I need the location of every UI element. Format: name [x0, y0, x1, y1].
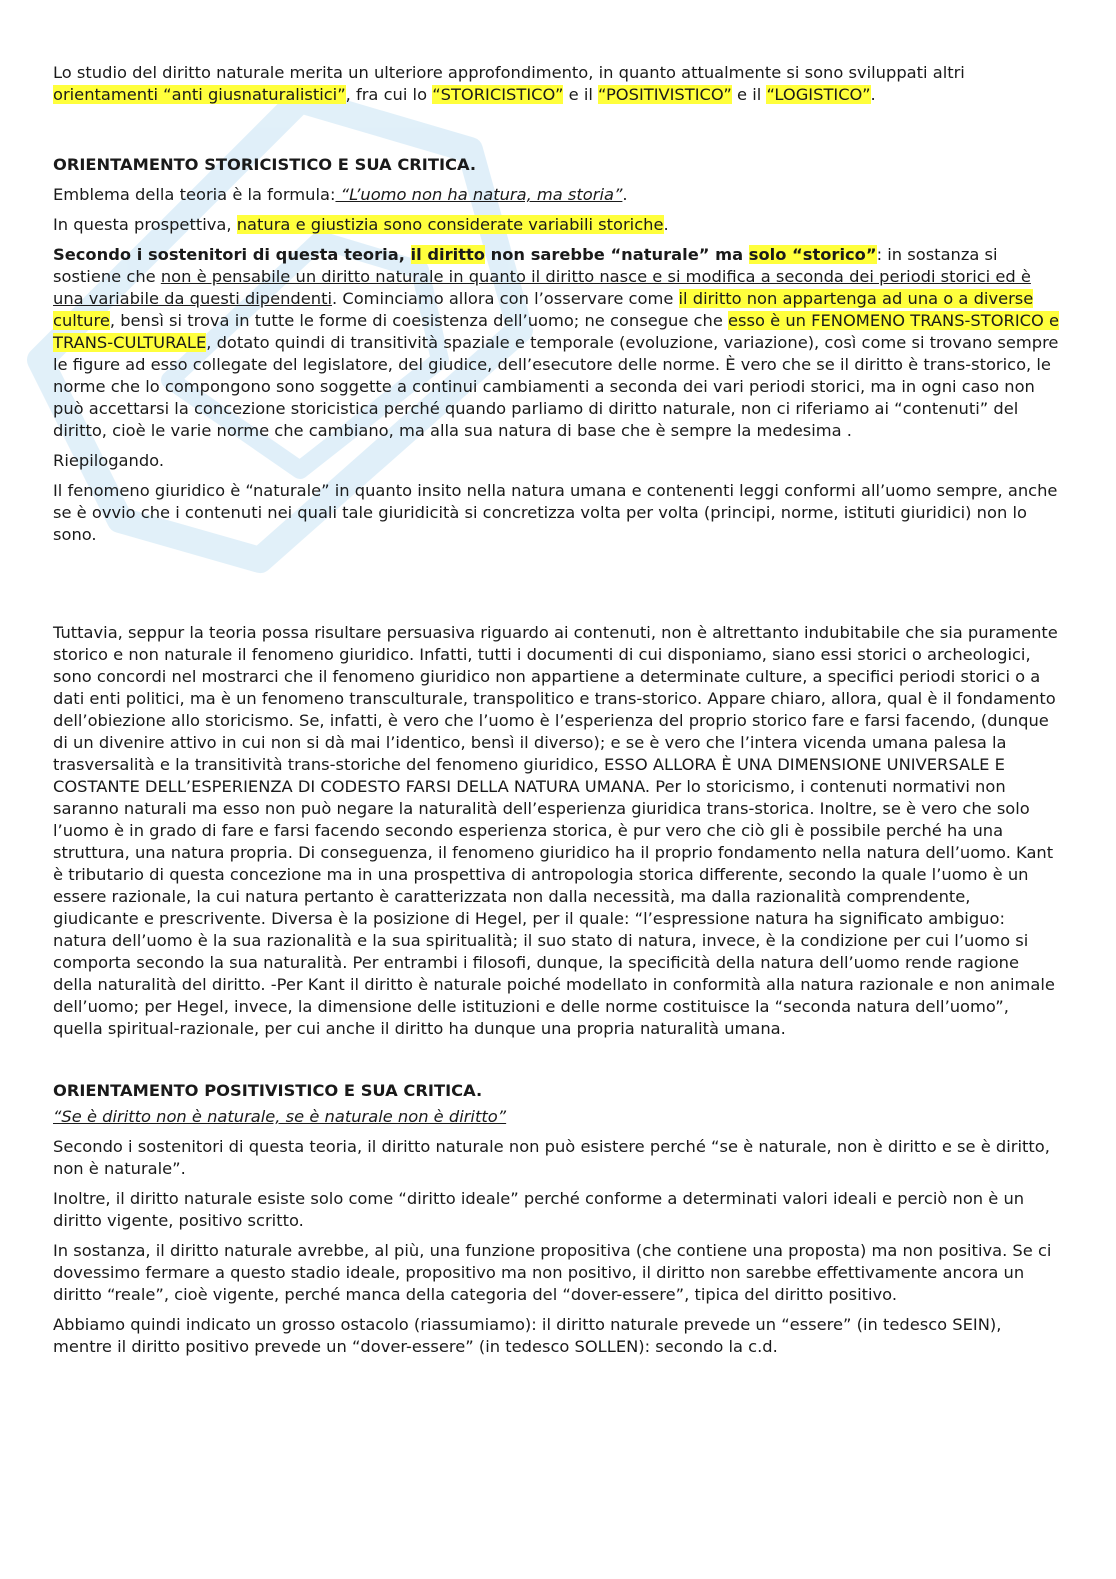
positivistico-paragraph-1: Secondo i sostenitori di questa teoria, il diritto naturale non può esistere perché “se è naturale, non è diritto e se è diritto, non è naturale”.	[53, 1137, 1050, 1178]
tuttavia-paragraph: Tuttavia, seppur la teoria possa risultare persuasiva riguardo ai contenuti, non è altrettanto indubitabile che sia puramente storico e non naturale il fenomeno giuridico. Infatti, tutti i documenti di cui disponiamo, siano essi storici o archeologici, sono concordi nel mostrarci che il fenomeno giuridico non appartiene a determinate culture, a specifici periodi storici o a dati enti politici, ma è un fenomeno transculturale, transpolitico e trans-storico. Appare chiaro, allora, qual è il fondamento dell’obiezione allo storicismo. Se, infatti, è vero che l’uomo è l’esperienza del proprio storico fare e farsi facendo, (dunque di un divenire attivo in cui non si dà mai l’identico, bensì il diverso); e se è vero che l’intera vicenda umana palesa la trasversalità e la transitività trans-storiche del fenomeno giuridico, ESSO ALLORA È UNA DIMENSIONE UNIVERSALE E COSTANTE DELL’ESPERIENZA DI CODESTO FARSI DELLA NATURA UMANA. Per lo storicismo, i contenuti normativi non saranno naturali ma esso non può negare la naturalità dell’esperienza giuridica trans-storica. Inoltre, se è vero che solo l’uomo è in grado di fare e farsi facendo secondo esperienza storica, è pur vero che ciò gli è possibile perché ha una struttura, una natura propria. Di conseguenza, il fenomeno giuridico ha il proprio fondamento nella natura dell’uomo. Kant è tributario di questa concezione ma in una prospettiva di antropologia storica differente, secondo la quale l’uomo è un essere razionale, la cui natura pertanto è caratterizzata non dalla necessità, ma dalla razionalità comprendente, giudicante e prescrivente. Diversa è la posizione di Hegel, per il quale: “l’espressione natura ha significato ambiguo: natura dell’uomo è la sua razionalità e la sua spiritualità; il suo stato di natura, invece, è la condizione per cui l’uomo si comporta secondo la sua naturalità. Per entrambi i filosofi, dunque, la specificità della natura dell’uomo rende ragione della naturalità del diritto. -Per Kant il diritto è naturale poiché modellato in conformità alla natura razionale e non animale dell’uomo; per Hegel, invece, la dimensione delle istituzioni e delle norme costituisce la “seconda natura dell’uomo”, quella spiritual-razionale, per cui anche il diritto ha dunque una propria naturalità umana.	[53, 623, 1058, 1038]
section-heading-positivistico: ORIENTAMENTO POSITIVISTICO E SUA CRITICA.	[53, 1081, 483, 1100]
positivistico-paragraph-2: Inoltre, il diritto naturale esiste solo come “diritto ideale” perché conforme a determinati valori ideali e perciò non è un diritto vigente, positivo scritto.	[53, 1189, 1025, 1230]
positivistico-paragraph-3: In sostanza, il diritto naturale avrebbe, al più, una funzione propositiva (che contiene una proposta) ma non positiva. Se ci dovessimo fermare a questo stadio ideale, propositivo ma non positivo, il diritto non sarebbe effettivamente ancora un diritto “reale”, cioè vigente, perché manca della categoria del “dover-essere”, tipica del diritto positivo.	[53, 1241, 1052, 1304]
emblema-paragraph: Emblema della teoria è la formula: “L’uomo non ha natura, ma storia”.	[53, 185, 628, 204]
intro-paragraph: Lo studio del diritto naturale merita un ulteriore approfondimento, in quanto attualmente si sono sviluppati altri orientamenti “anti giusnaturalistici”, fra cui lo “STORICISTICO” e il “POSITIVISTICO” e il “LOGISTICO”.	[53, 63, 965, 104]
positivistico-motto: “Se è diritto non è naturale, se è naturale non è diritto”	[53, 1107, 507, 1126]
prospettiva-paragraph: In questa prospettiva, natura e giustizia sono considerate variabili storiche.	[53, 215, 669, 234]
teoria-paragraph: Secondo i sostenitori di questa teoria, il diritto non sarebbe “naturale” ma solo “storico”: in sostanza si sostiene che non è pensabile un diritto naturale in quanto il diritto nasce e si modifica a seconda dei periodi storici ed è una variabile da questi dipendenti. Cominciamo allora con l’osservare come il diritto non appartenga ad una o a diverse culture, bensì si trova in tutte le forme di coesistenza dell’uomo; ne consegue che esso è un FENOMENO TRANS-STORICO e TRANS-CULTURALE, dotato quindi di transitività spaziale e temporale (evoluzione, variazione), così come si trovano sempre le figure ad esso collegate del legislatore, del giudice, dell’esecutore delle norme. È vero che se il diritto è trans-storico, le norme che lo compongono sono soggette a continui cambiamenti a seconda dei vari periodi storici, ma in ogni caso non può accettarsi la concezione storicistica perché quando parliamo di diritto naturale, non ci riferiamo ai “contenuti” del diritto, cioè le varie norme che cambiano, ma alla sua natura di base che è sempre la medesima .	[53, 245, 1059, 440]
riepilogo-paragraph: Il fenomeno giuridico è “naturale” in quanto insito nella natura umana e contenenti leggi conformi all’uomo sempre, anche se è ovvio che i contenuti nei quali tale giuridicità si concretizza volta per volta (principi, norme, istituti giuridici) non lo sono.	[53, 481, 1058, 544]
positivistico-paragraph-4: Abbiamo quindi indicato un grosso ostacolo (riassumiamo): il diritto naturale prevede un “essere” (in tedesco SEIN), mentre il diritto positivo prevede un “dover-essere” (in tedesco SOLLEN): secondo la c.d.	[53, 1315, 1002, 1356]
riepilogando-label: Riepilogando.	[53, 451, 165, 470]
document-page	[53, 62, 1061, 1358]
section-heading-storicistico: ORIENTAMENTO STORICISTICO E SUA CRITICA.	[53, 155, 477, 174]
